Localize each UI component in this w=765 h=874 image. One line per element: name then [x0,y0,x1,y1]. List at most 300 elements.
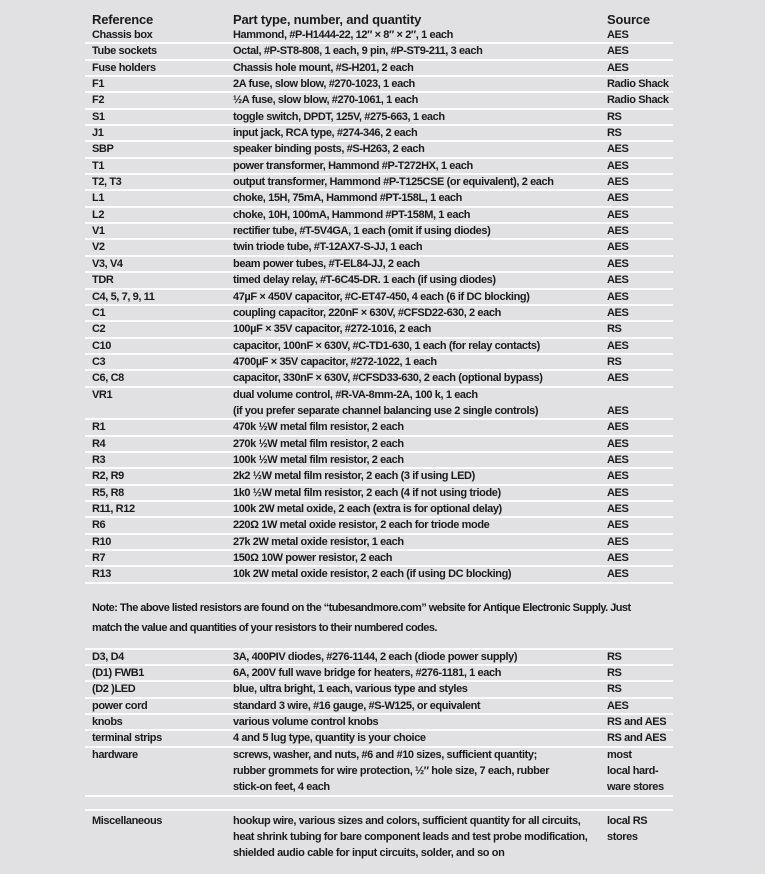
reference-cell [85,355,233,369]
reference-cell [85,77,233,91]
table-row [85,518,673,534]
table-row [85,126,673,142]
reference-cell-line: R13 [92,568,111,581]
part-cell-line: 470k ½W metal film resistor, 2 each [233,421,404,434]
table-body-main [85,28,673,584]
source-cell [607,731,673,745]
part-cell [233,486,607,500]
part-cell-line: 4 and 5 lug type, quantity is your choice [233,732,426,745]
reference-cell-line: R10 [92,535,111,548]
reference-cell [85,420,233,434]
source-cell [607,388,673,419]
reference-cell [85,814,233,861]
source-cell [607,371,673,385]
source-cell-line: RS [607,127,622,140]
part-cell [233,388,607,419]
reference-cell-line: C4, 5, 7, 9, 11 [92,290,155,303]
part-cell [233,306,607,320]
table-row [85,650,673,666]
part-cell [233,339,607,353]
part-cell-line: capacitor, 100nF × 630V, #C-TD1-630, 1 each (for relay contacts) [233,339,540,352]
source-cell [607,126,673,140]
part-cell [233,666,607,680]
source-cell-line: AES [607,176,629,189]
source-cell-line: RS [607,323,622,336]
reference-cell [85,61,233,75]
reference-cell [85,518,233,532]
part-cell-line: 4700µF × 35V capacitor, #272-1022, 1 each [233,355,437,368]
part-cell-line: 47µF × 450V capacitor, #C-ET47-450, 4 each (6 if DC blocking) [233,290,530,303]
part-cell-line: various volume control knobs [233,716,379,729]
header-cell-source [607,12,673,28]
part-cell [233,191,607,205]
table-body-misc [85,814,673,861]
reference-cell [85,159,233,173]
part-cell-line: dual volume control, #R-VA-8mm-2A, 100 k, 1 each [233,388,478,401]
part-cell-line: 220Ω 1W metal oxide resistor, 2 each for triode mode [233,519,490,532]
note-line: match the value and quantities of your resistors to their numbered codes. [92,621,437,634]
source-cell [607,453,673,467]
part-cell-line: (if you prefer separate channel balancing use 2 single controls) [233,404,539,417]
reference-cell [85,224,233,238]
part-cell [233,535,607,549]
source-cell [607,420,673,434]
reference-cell [85,486,233,500]
source-cell-line: local hard- [607,765,659,778]
table-row [85,273,673,289]
table-row [85,371,673,387]
part-cell-line: choke, 15H, 75mA, Hammond #PT-158L, 1 each [233,192,462,205]
table-row [85,93,673,109]
reference-cell-line: R1 [92,421,106,434]
reference-cell [85,110,233,124]
table-row [85,61,673,77]
reference-cell [85,322,233,336]
reference-cell [85,339,233,353]
table-row [85,748,673,797]
source-cell-line: RS and AES [607,716,667,729]
source-cell-line: AES [607,502,629,515]
source-cell [607,28,673,42]
reference-cell [85,191,233,205]
column-header-reference: Reference [92,12,154,27]
part-cell-line: Hammond, #P-H1444-22, 12″ × 8″ × 2″, 1 each [233,29,453,41]
source-cell-line: RS [607,650,622,663]
table-row [85,240,673,256]
reference-cell [85,731,233,745]
reference-cell-line: TDR [92,274,114,287]
part-cell [233,469,607,483]
table-row [85,224,673,240]
table-row [85,699,673,715]
part-cell-line: 2A fuse, slow blow, #270-1023, 1 each [233,78,415,91]
reference-cell-line: L2 [92,208,105,221]
source-cell [607,486,673,500]
table-row [85,191,673,207]
reference-cell [85,650,233,664]
reference-cell [85,208,233,222]
part-cell-line: 10k 2W metal oxide resistor, 2 each (if using DC blocking) [233,568,512,581]
part-cell [233,502,607,516]
source-cell [607,682,673,696]
part-cell-line: standard 3 wire, #16 gauge, #S-W125, or equivalent [233,699,481,712]
table-row [85,208,673,224]
reference-cell-line: knobs [92,716,123,729]
source-cell [607,699,673,713]
reference-cell [85,567,233,581]
source-cell-line: AES [607,404,629,417]
reference-cell [85,699,233,713]
column-header-source: Source [607,12,650,27]
source-cell [607,191,673,205]
reference-cell-line: R5, R8 [92,486,124,499]
source-cell-line: AES [607,470,629,483]
header-cell-reference [85,12,233,28]
source-cell-line: AES [607,372,629,385]
table-row [85,306,673,322]
part-cell-line: timed delay relay, #T-6C45-DR. 1 each (if using diodes) [233,274,496,287]
reference-cell-line: V2 [92,241,105,254]
reference-cell-line: R11, R12 [92,502,135,515]
table-row [85,682,673,698]
reference-cell-line: T2, T3 [92,176,122,189]
part-cell-line: 100µF × 35V capacitor, #272-1016, 2 each [233,323,431,336]
part-cell [233,650,607,664]
reference-cell-line: R7 [92,552,106,564]
part-cell [233,518,607,532]
source-cell-line: RS [607,110,622,123]
part-cell-line: screws, washer, and nuts, #6 and #10 sizes, sufficient quantity; [233,748,537,761]
source-cell-line: AES [607,339,629,352]
source-cell-line: AES [607,437,629,450]
reference-cell-line: C1 [92,306,106,319]
reference-cell [85,502,233,516]
source-cell-line: AES [607,306,629,319]
table-row [85,322,673,338]
part-cell-line: Chassis hole mount, #S-H201, 2 each [233,61,414,74]
reference-cell-line: Fuse holders [92,61,156,74]
source-cell-line: AES [607,535,629,548]
source-cell [607,748,673,795]
part-cell [233,44,607,58]
part-cell [233,257,607,271]
source-cell [607,666,673,680]
source-cell-line: AES [607,257,629,270]
reference-cell-line: power cord [92,699,148,712]
part-cell-line: 100k 2W metal oxide, 2 each (extra is for optional delay) [233,502,502,515]
source-cell-line: AES [607,61,629,74]
part-cell-line: choke, 10H, 100mA, Hammond #PT-158M, 1 each [233,208,471,221]
source-cell [607,61,673,75]
reference-cell [85,437,233,451]
source-cell [607,44,673,58]
table-row [85,28,673,44]
source-cell-line: AES [607,421,629,434]
parts-table-main [85,12,673,584]
part-cell-line: shielded audio cable for input circuits, solder, and so on [233,847,505,860]
source-cell-line: AES [607,29,629,41]
parts-list [85,12,673,861]
source-cell-line: AES [607,274,629,287]
part-cell [233,159,607,173]
part-cell-line: 1k0 ½W metal film resistor, 2 each (4 if not using triode) [233,486,501,499]
table-row [85,77,673,93]
reference-cell-line: SBP [92,143,114,156]
reference-cell [85,453,233,467]
source-cell-line: AES [607,290,629,303]
part-cell-line: twin triode tube, #T-12AX7-S-JJ, 1 each [233,241,423,254]
reference-cell-line: C3 [92,355,106,368]
reference-cell-line: (D1) FWB1 [92,667,145,680]
reference-cell-line: R6 [92,519,106,532]
table-row [85,257,673,273]
source-cell-line: AES [607,486,629,499]
source-cell [607,208,673,222]
table-row [85,453,673,469]
part-cell-line: heat shrink tubing for bare component leads and test probe modification, [233,831,588,844]
source-cell-line: AES [607,552,629,564]
source-cell-line: Radio Shack [607,78,669,91]
part-cell-line: 6A, 200V full wave bridge for heaters, #276-1181, 1 each [233,667,502,680]
part-cell-line: stick-on feet, 4 each [233,781,330,794]
reference-cell-line: F1 [92,78,105,91]
source-cell-line: Radio Shack [607,94,669,107]
source-cell [607,469,673,483]
reference-cell [85,290,233,304]
table-row [85,339,673,355]
source-cell [607,142,673,156]
table-row [85,666,673,682]
table-row [85,469,673,485]
reference-cell [85,388,233,419]
reference-cell-line: R4 [92,437,106,450]
table-spacer [85,797,673,811]
source-cell [607,257,673,271]
table-row [85,355,673,371]
part-cell-line: 150Ω 10W power resistor, 2 each [233,552,393,564]
source-cell [607,273,673,287]
source-cell-line: local RS [607,814,648,827]
source-cell [607,322,673,336]
part-cell [233,61,607,75]
reference-cell [85,306,233,320]
reference-cell-line: J1 [92,127,104,140]
reference-cell [85,469,233,483]
part-cell-line: coupling capacitor, 220nF × 630V, #CFSD22-630, 2 each [233,306,501,319]
table-row [85,814,673,861]
part-cell-line: blue, ultra bright, 1 each, various type and styles [233,683,468,696]
reference-cell-line: V3, V4 [92,257,123,270]
table-row [85,142,673,158]
source-cell [607,567,673,581]
part-cell-line: ½A fuse, slow blow, #270-1061, 1 each [233,94,418,107]
source-cell [607,159,673,173]
reference-cell [85,551,233,565]
source-cell-line: RS [607,355,622,368]
source-cell [607,502,673,516]
part-cell-line: beam power tubes, #T-EL84-JJ, 2 each [233,257,420,270]
reference-cell-line: R2, R9 [92,470,124,483]
source-cell-line: AES [607,241,629,254]
table-row [85,535,673,551]
part-cell-line: 2k2 ½W metal film resistor, 2 each (3 if using LED) [233,470,475,483]
part-cell [233,567,607,581]
source-cell-line: most [607,748,632,761]
part-cell [233,240,607,254]
source-cell-line: AES [607,143,629,156]
reference-cell-line: Chassis box [92,29,153,41]
part-cell [233,208,607,222]
reference-cell [85,535,233,549]
part-cell [233,371,607,385]
part-cell [233,322,607,336]
note-line: Note: The above listed resistors are found on the “tubesandmore.com” website for Antique Electronic Supply. Just [92,601,631,614]
reference-cell [85,142,233,156]
table-header-row [85,12,673,28]
part-cell-line: rubber grommets for wire protection, ½″ hole size, 7 each, rubber [233,765,550,778]
reference-cell-line: T1 [92,159,105,172]
part-cell [233,453,607,467]
source-cell-line: AES [607,699,629,712]
source-cell [607,290,673,304]
part-cell [233,551,607,565]
source-cell [607,535,673,549]
part-cell [233,110,607,124]
source-cell [607,355,673,369]
parts-table-secondary [85,648,673,811]
table-body-secondary [85,650,673,797]
part-cell-line: 100k ½W metal film resistor, 2 each [233,453,404,466]
source-cell [607,240,673,254]
source-cell-line: AES [607,208,629,221]
reference-cell [85,273,233,287]
table-row [85,175,673,191]
part-cell [233,77,607,91]
part-cell-line: 270k ½W metal film resistor, 2 each [233,437,404,450]
source-cell-line: AES [607,453,629,466]
part-cell-line: 3A, 400PIV diodes, #276-1144, 2 each (diode power supply) [233,650,518,663]
part-cell [233,814,607,861]
reference-cell-line: C2 [92,323,106,336]
part-cell-line: power transformer, Hammond #P-T272HX, 1 each [233,159,473,172]
table-row [85,715,673,731]
reference-cell-line: Miscellaneous [92,814,162,827]
reference-cell-line: C10 [92,339,111,352]
reference-cell-line: S1 [92,110,105,123]
part-cell-line: rectifier tube, #T-5V4GA, 1 each (omit if using diodes) [233,225,491,238]
reference-cell-line: VR1 [92,388,113,401]
part-cell-line: capacitor, 330nF × 630V, #CFSD33-630, 2 each (optional bypass) [233,372,543,385]
table-row [85,551,673,567]
table-row [85,44,673,60]
reference-cell [85,93,233,107]
part-cell-line: hookup wire, various sizes and colors, sufficient quantity for all circuits, [233,814,581,827]
source-cell [607,339,673,353]
reference-cell [85,257,233,271]
source-cell-line: RS and AES [607,732,667,745]
source-cell [607,814,673,861]
part-cell [233,715,607,729]
part-cell-line: output transformer, Hammond #P-T125CSE (or equivalent), 2 each [233,176,554,189]
source-cell [607,93,673,107]
reference-cell [85,748,233,795]
source-cell [607,110,673,124]
reference-cell-line: terminal strips [92,732,162,745]
source-cell-line [607,388,673,402]
part-cell [233,142,607,156]
reference-cell-line: Tube sockets [92,45,157,58]
part-cell-line: speaker binding posts, #S-H263, 2 each [233,143,425,156]
part-cell [233,93,607,107]
table-row [85,567,673,583]
source-cell-line: AES [607,159,629,172]
source-cell-line: AES [607,519,629,532]
reference-cell-line: F2 [92,94,105,107]
parts-table-misc [85,811,673,861]
source-cell [607,650,673,664]
table-row [85,420,673,436]
reference-cell [85,682,233,696]
part-cell [233,126,607,140]
source-cell-line: AES [607,568,629,581]
part-cell [233,224,607,238]
source-cell [607,306,673,320]
source-cell-line: RS [607,667,622,680]
header-cell-part [233,12,607,28]
table-row [85,159,673,175]
reference-cell [85,715,233,729]
part-cell [233,699,607,713]
source-cell [607,518,673,532]
resistor-note [85,598,673,638]
reference-cell [85,175,233,189]
part-cell-line: toggle switch, DPDT, 125V, #275-663, 1 each [233,110,445,123]
part-cell [233,731,607,745]
source-cell [607,551,673,565]
part-cell [233,682,607,696]
source-cell [607,224,673,238]
table-row [85,731,673,747]
reference-cell-line: R3 [92,453,106,466]
table-row [85,290,673,306]
source-cell [607,715,673,729]
part-cell-line: 27k 2W metal oxide resistor, 1 each [233,535,404,548]
reference-cell [85,28,233,42]
part-cell [233,273,607,287]
table-row [85,110,673,126]
reference-cell-line: L1 [92,192,105,205]
reference-cell-line: D3, D4 [92,650,124,663]
part-cell [233,437,607,451]
table-row [85,502,673,518]
reference-cell [85,371,233,385]
part-cell-line: Octal, #P-ST8-808, 1 each, 9 pin, #P-ST9-211, 3 each [233,45,483,58]
source-cell [607,175,673,189]
source-cell-line: AES [607,225,629,238]
reference-cell-line: C6, C8 [92,372,124,385]
reference-cell [85,666,233,680]
reference-cell [85,44,233,58]
reference-cell-line: (D2 )LED [92,683,136,696]
part-cell [233,175,607,189]
reference-cell [85,240,233,254]
reference-cell-line: hardware [92,748,138,761]
part-cell [233,355,607,369]
source-cell-line: RS [607,683,622,696]
source-cell [607,77,673,91]
table-row [85,437,673,453]
source-cell-line: AES [607,192,629,205]
